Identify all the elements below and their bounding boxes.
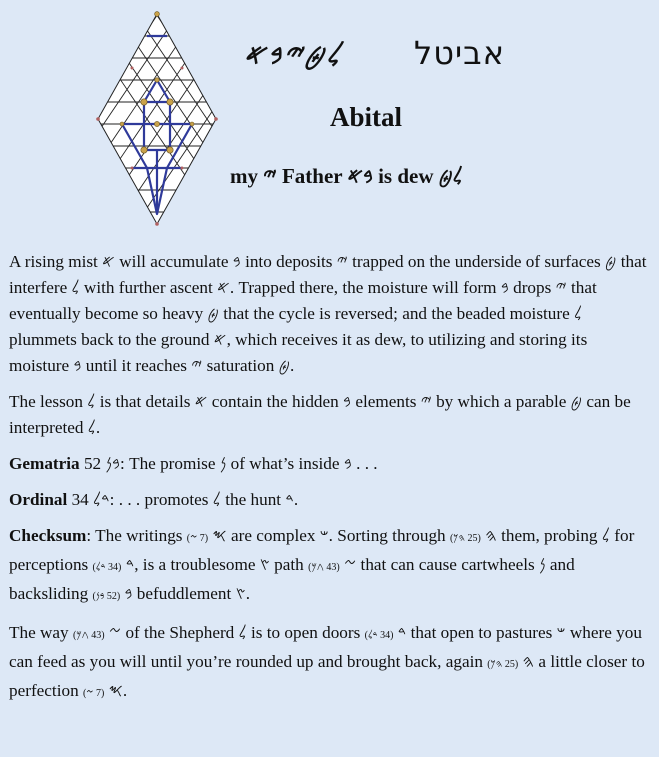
paragraph-closing [9,620,651,707]
closing-note: (43 𐤂𐤌) [72,630,105,641]
checksum-label: Checksum [9,526,87,545]
paragraph-checksum [9,523,651,610]
ordinal-label: Ordinal [9,490,68,509]
closing-note: (25 𐤄𐤊) [487,659,519,670]
checksum-text: that can cause cartwheels 𐤍 and backsliding 𐤁 [9,555,575,603]
checksum-note: (52 𐤁𐤍) [92,591,121,602]
checksum-text: befuddlement 𐤑. [132,584,250,603]
checksum-text: , is a troublesome 𐤑 path 𐤆 [134,555,357,574]
checksum-text: are complex 𐤔. Sorting through 𐤄 [226,526,497,545]
checksum-note: (43 𐤂𐤌) [308,562,340,573]
hebrew-title: אביטל [414,34,505,72]
paragraph-lesson: The lesson 𐤋 is that details 𐤀 contain the hidden 𐤁 elements 𐤉 by which a parable 𐤈 can be interpreted 𐤋. [9,392,631,437]
closing-text: of the Shepherd 𐤋 is to open doors 𐤃 [121,623,407,642]
closing-note: (34 𐤃𐤋) [364,630,394,641]
closing-text: a little closer to perfection 𐤎 [9,652,645,700]
checksum-text: : The writings 𐤎 [86,526,227,545]
checksum-note: (34 𐤃𐤋) [92,562,122,573]
closing-note: (7 𐤆) [82,688,105,699]
gematria-text: 52 𐤁𐤍: The promise 𐤍 of what’s inside 𐤁 . . . [79,454,378,473]
name-title: Abital [330,102,403,132]
paleo-hebrew-title: 𐤋𐤈𐤉𐤁𐤀 [244,38,343,71]
closing-text: that open to pastures 𐤔 where you can feed as you will until you’re rounded up and brought back, again 𐤄 [9,623,642,671]
gematria-label: Gematria [9,454,80,473]
checksum-note: (25 𐤄𐤊) [449,533,481,544]
closing-text: . [122,681,128,700]
body-text [9,249,651,717]
checksum-note: (7 𐤆) [186,533,209,544]
ordinal-text: 34 𐤃𐤋: . . . promotes 𐤋 the hunt 𐤃. [67,490,299,509]
paragraph-gematria [9,451,651,477]
star-grid-diagram [92,8,222,230]
checksum-text: them, probing 𐤋 for perceptions 𐤃 [9,526,635,574]
paragraph-ordinal [9,487,651,513]
closing-text: The way 𐤆 [9,623,122,642]
subtitle: my 𐤉 Father 𐤁𐤀 is dew 𐤋𐤈 [230,164,463,188]
paragraph-mist: A rising mist 𐤀 will accumulate 𐤁 into deposits 𐤉 trapped on the underside of surfaces 𐤈 that interfere 𐤋 with further ascent 𐤀. Trapped there, the moisture will form 𐤁 drops 𐤉 that eventually become so heavy 𐤈 that the cycle is reversed; and the beaded moisture 𐤋 plummets back to the ground 𐤀, which receives it as dew, to utilizing and storing its moisture 𐤁 until it reaches 𐤉 saturation 𐤈. [9,252,647,375]
